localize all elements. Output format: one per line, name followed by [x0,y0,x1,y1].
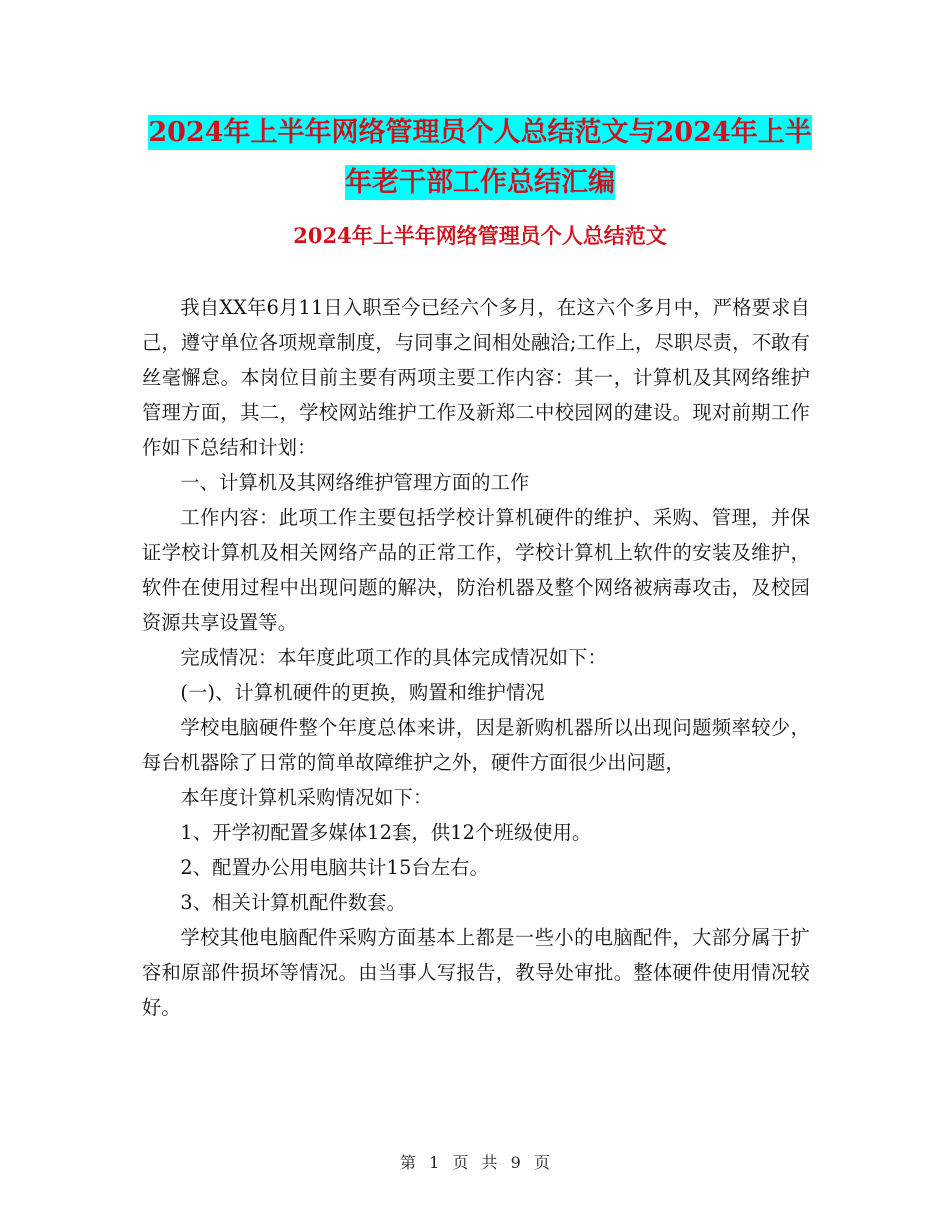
footer-mid1: 页 [452,1153,469,1172]
page-footer [0,1150,950,1173]
footer-total-pages: 9 [510,1153,521,1172]
paragraph: (一)、计算机硬件的更换，购置和维护情况 [180,681,545,704]
paragraph: 2、配置办公用电脑共计15台左右。 [180,856,490,879]
paragraph: 3、相关计算机配件数套。 [180,891,407,914]
document-title-text: 2024年上半年网络管理员个人总结范文与2024年上半年老干部工作总结汇编 [148,117,812,198]
paragraph: 一、计算机及其网络维护管理方面的工作 [180,471,530,494]
section-title: 2024年上半年网络管理员个人总结范文 [293,223,667,248]
paragraph: 本年度计算机采购情况如下： [180,786,433,809]
paragraph: 学校其他电脑配件采购方面基本上都是一些小的电脑配件，大部分属于扩容和原部件损坏等情况。由当事人写报告，教导处审批。整体硬件使用情况较好。 [142,926,810,1019]
document-body [142,290,810,1025]
footer-mid2: 共 [481,1153,498,1172]
footer-suffix: 页 [533,1153,550,1172]
footer-page-number: 1 [429,1153,440,1172]
paragraph: 学校电脑硬件整个年度总体来讲，因是新购机器所以出现问题频率较少，每台机器除了日常的简单故障维护之外，硬件方面很少出问题， [142,716,810,774]
paragraph: 我自XX年6月11日入职至今已经六个多月，在这六个多月中，严格要求自己，遵守单位各项规章制度，与同事之间相处融洽;工作上，尽职尽责，不敢有丝毫懈怠。本岗位目前主要有两项主要工作内容：其一，计算机及其网络维护管理方面，其二，学校网站维护工作及新郑二中校园网的建设。现对前期工作作如下总结和计划： [142,296,810,459]
paragraph: 工作内容：此项工作主要包括学校计算机硬件的维护、采购、管理，并保证学校计算机及相关网络产品的正常工作，学校计算机上软件的安装及维护，软件在使用过程中出现问题的解决，防治机器及整个网络被病毒攻击，及校园资源共享设置等。 [142,506,810,634]
document-title [140,108,820,208]
footer-prefix: 第 [400,1153,417,1172]
paragraph: 完成情况：本年度此项工作的具体完成情况如下： [180,646,607,669]
paragraph: 1、开学初配置多媒体12套，供12个班级使用。 [180,821,592,844]
